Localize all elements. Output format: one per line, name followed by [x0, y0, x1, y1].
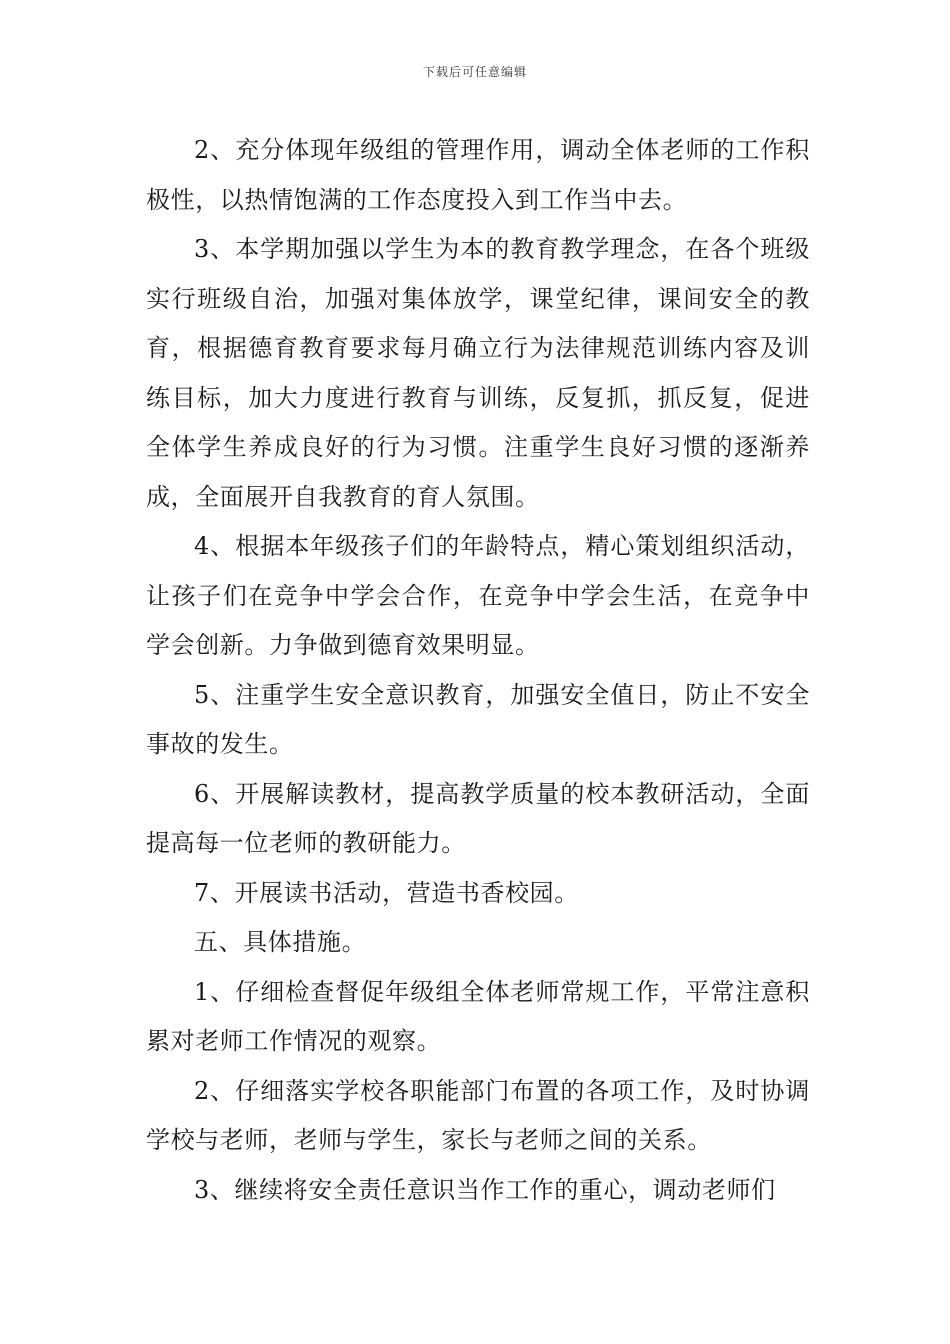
paragraph-item-2-role: 2、充分体现年级组的管理作用，调动全体老师的工作积极性，以热情饱满的工作态度投入到工作当中去。 [146, 136, 810, 214]
paragraph-measure-1: 1、仔细检查督促年级组全体老师常规工作，平常注意积累对老师工作情况的观察。 [146, 977, 810, 1055]
section-heading-measures: 五、具体措施。 [194, 928, 367, 956]
paragraph-item-5-safety: 5、注重学生安全意识教育，加强安全值日，防止不安全事故的发生。 [146, 680, 810, 758]
paragraph-measure-2: 2、仔细落实学校各职能部门布置的各项工作，及时协调学校与老师，老师与学生，家长与老师之间的关系。 [146, 1076, 810, 1154]
paragraph-item-6-research: 6、开展解读教材，提高教学质量的校本教研活动，全面提高每一位老师的教研能力。 [146, 779, 810, 857]
paragraph-measure-3: 3、继续将安全责任意识当作工作的重心，调动老师们 [194, 1175, 776, 1204]
document-body [146, 126, 810, 1215]
paragraph-item-3-education: 3、本学期加强以学生为本的教育教学理念，在各个班级实行班级自治，加强对集体放学，课堂纪律，课间安全的教育，根据德育教育要求每月确立行为法律规范训练内容及训练目标，加大力度进行教育与训练，反复抓，抓反复，促进全体学生养成良好的行为习惯。注重学生良好习惯的逐渐养成，全面展开自我教育的育人氛围。 [146, 235, 810, 511]
page-header-note: 下载后可任意编辑 [422, 65, 527, 79]
paragraph-item-7-reading: 7、开展读书活动，营造书香校园。 [194, 878, 579, 907]
paragraph-item-4-activities: 4、根据本年级孩子们的年龄特点，精心策划组织活动，让孩子们在竞争中学会合作，在竞争中学会生活，在竞争中学会创新。力争做到德育效果明显。 [146, 532, 810, 659]
